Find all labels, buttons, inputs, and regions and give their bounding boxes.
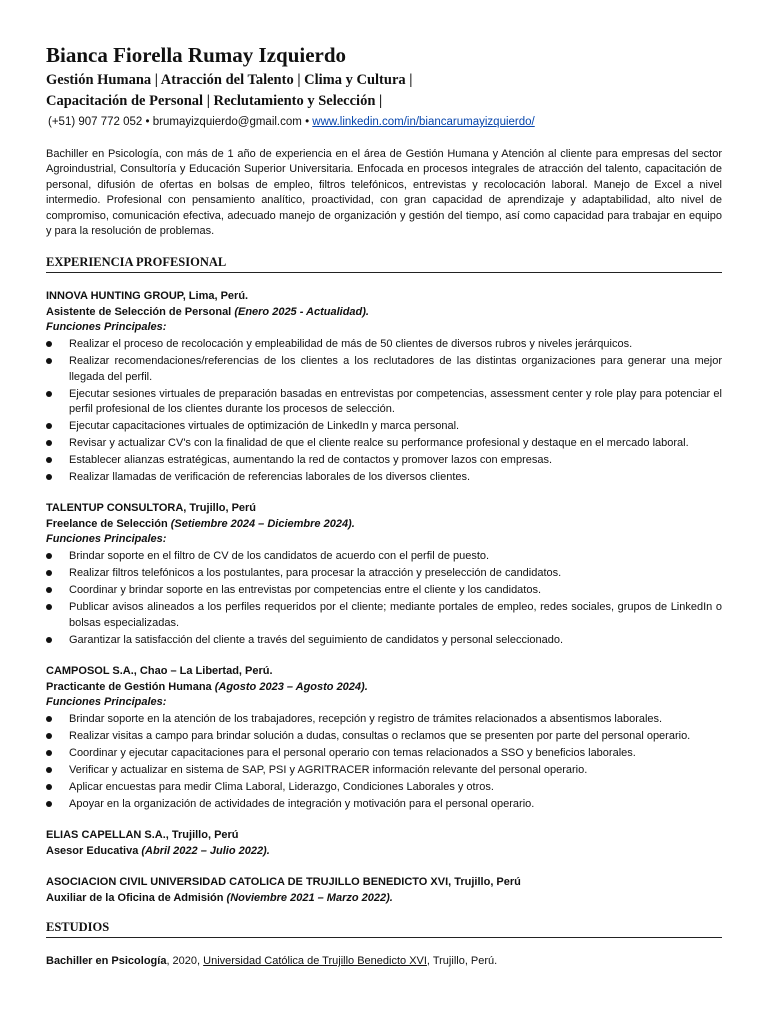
job-entry bbox=[46, 501, 722, 648]
function-text: Verificar y actualizar en sistema de SAP, PSI y AGRITRACER información relevante del personal operario. bbox=[69, 763, 588, 776]
degree: Bachiller en Psicología bbox=[46, 954, 167, 967]
bullet-icon bbox=[46, 457, 52, 463]
separator-dot: • bbox=[305, 116, 310, 128]
job-entry bbox=[46, 875, 722, 906]
contact-line bbox=[46, 113, 722, 131]
bullet-icon bbox=[46, 733, 52, 739]
section-title-education: ESTUDIOS bbox=[46, 920, 722, 938]
bullet-icon bbox=[46, 767, 52, 773]
short-experience-list bbox=[46, 828, 722, 906]
role-title: Freelance de Selección bbox=[46, 517, 168, 530]
email-address[interactable]: brumayizquierdo@gmail.com bbox=[152, 116, 302, 128]
professional-summary: Bachiller en Psicología, con más de 1 año de experiencia en el área de Gestión Humana y Atención al cliente para empresas del sector Agroindustrial, Consultoría y Educación Superior Universitaria. Enfocada en procesos integrales de atracción del talento, capacitación de personal, difusión de ofertas en bolsas de empleo, filtros telefónicos, entrevistas y recolocación laboral. Manejo de Excel a nivel intermedio. Profesional con pensamiento analítico, proactividad, con gran capacidad de aprendizaje y adaptabilidad, alto nivel de compromiso, comunicación efectiva, adecuado manejo de organización y gestión del tiempo, así como capacidad para trabajar en equipo y para la resolución de problemas. bbox=[46, 148, 722, 238]
function-item bbox=[46, 419, 722, 434]
candidate-name: Bianca Fiorella Rumay Izquierdo bbox=[46, 43, 347, 67]
role-title: Asesor Educativa bbox=[46, 844, 139, 857]
bullet-icon bbox=[46, 750, 52, 756]
job-entry bbox=[46, 289, 722, 485]
job-entry bbox=[46, 664, 722, 812]
graduation-year: , 2020, bbox=[166, 954, 204, 967]
function-text: Brindar soporte en la atención de los trabajadores, recepción y registro de trámites relacionados a absentismos laborales. bbox=[69, 712, 663, 725]
function-text: Brindar soporte en el filtro de CV de los candidatos de acuerdo con el perfil de puesto. bbox=[69, 550, 490, 563]
function-item bbox=[46, 436, 722, 451]
functions-label: Funciones Principales: bbox=[46, 695, 167, 708]
function-item bbox=[46, 566, 722, 581]
function-item bbox=[46, 797, 722, 812]
function-text: Garantizar la satisfacción del cliente a través del seguimiento de candidatos y personal seleccionado. bbox=[69, 633, 564, 646]
functions-label: Funciones Principales: bbox=[46, 533, 167, 546]
bullet-icon bbox=[46, 440, 52, 446]
headline-line-1: Gestión Humana | Atracción del Talento | Clima y Cultura | bbox=[46, 72, 413, 88]
education-entry bbox=[46, 954, 722, 969]
role-title: Practicante de Gestión Humana bbox=[46, 680, 212, 693]
linkedin-link[interactable]: www.linkedin.com/in/biancarumayizquierdo/ bbox=[312, 116, 535, 128]
role-title: Auxiliar de la Oficina de Admisión bbox=[46, 891, 224, 904]
job-role bbox=[46, 305, 722, 320]
role-title: Asistente de Selección de Personal bbox=[46, 305, 232, 318]
function-item bbox=[46, 583, 722, 598]
function-item bbox=[46, 337, 722, 352]
function-item bbox=[46, 470, 722, 485]
function-text: Coordinar y brindar soporte en las entrevistas por competencias entre el cliente y los candidatos. bbox=[69, 584, 542, 597]
bullet-icon bbox=[46, 358, 52, 364]
phone-number: (+51) 907 772 052 bbox=[48, 116, 143, 128]
function-text: Publicar avisos alineados a los perfiles requeridos por el cliente; mediante portales de empleo, redes sociales, grupos de LinkedIn o bolsas especializadas. bbox=[69, 601, 722, 629]
bullet-icon bbox=[46, 801, 52, 807]
function-item bbox=[46, 780, 722, 795]
function-text: Realizar visitas a campo para brindar solución a dudas, consultas o reclamos que se presenten por parte del personal operario. bbox=[69, 729, 691, 742]
institution-link[interactable]: Universidad Católica de Trujillo Benedicto XVI bbox=[203, 954, 427, 967]
role-period: (Agosto 2023 – Agosto 2024). bbox=[214, 680, 368, 693]
function-item bbox=[46, 600, 722, 631]
function-item bbox=[46, 763, 722, 778]
function-text: Ejecutar capacitaciones virtuales de optimización de LinkedIn y marca personal. bbox=[69, 420, 460, 433]
job-role bbox=[46, 680, 722, 695]
bullet-icon bbox=[46, 423, 52, 429]
bullet-icon bbox=[46, 587, 52, 593]
education-location: , Trujillo, Perú. bbox=[426, 954, 498, 967]
bullet-icon bbox=[46, 604, 52, 610]
function-text: Realizar el proceso de recolocación y empleabilidad de más de 50 clientes de diversos rubros y niveles jerárquicos. bbox=[69, 338, 633, 351]
bullet-icon bbox=[46, 716, 52, 722]
separator-dot: • bbox=[145, 116, 150, 128]
functions-list bbox=[46, 337, 722, 485]
function-item bbox=[46, 453, 722, 468]
function-item bbox=[46, 746, 722, 761]
function-item bbox=[46, 549, 722, 564]
functions-list bbox=[46, 712, 722, 812]
role-period: (Setiembre 2024 – Diciembre 2024). bbox=[170, 517, 355, 530]
function-item bbox=[46, 729, 722, 744]
function-item bbox=[46, 633, 722, 648]
role-period: (Noviembre 2021 – Marzo 2022). bbox=[226, 891, 393, 904]
experience-list bbox=[46, 289, 722, 812]
bullet-icon bbox=[46, 637, 52, 643]
bullet-icon bbox=[46, 784, 52, 790]
bullet-icon bbox=[46, 391, 52, 397]
resume-page bbox=[46, 42, 722, 969]
job-role bbox=[46, 844, 722, 859]
bullet-icon bbox=[46, 341, 52, 347]
function-text: Ejecutar sesiones virtuales de preparación basadas en entrevistas por competencias, assessment center y role play para potenciar el perfil profesional de los clientes durante los procesos de selección. bbox=[69, 387, 722, 416]
bullet-icon bbox=[46, 570, 52, 576]
function-item bbox=[46, 387, 722, 418]
function-item bbox=[46, 354, 722, 385]
job-role bbox=[46, 891, 722, 906]
functions-list bbox=[46, 549, 722, 648]
function-text: Realizar filtros telefónicos a los postulantes, para procesar la atracción y preselección de candidatos. bbox=[69, 567, 562, 580]
role-period: (Abril 2022 – Julio 2022). bbox=[141, 844, 270, 857]
job-role bbox=[46, 517, 722, 532]
job-entry bbox=[46, 828, 722, 859]
function-text: Apoyar en la organización de actividades de integración y motivación para el personal operario. bbox=[69, 797, 535, 810]
bullet-icon bbox=[46, 553, 52, 559]
role-period: (Enero 2025 - Actualidad). bbox=[234, 305, 369, 318]
company-name: TALENTUP CONSULTORA, Trujillo, Perú bbox=[46, 502, 257, 515]
company-name: CAMPOSOL S.A., Chao – La Libertad, Perú. bbox=[46, 665, 273, 678]
function-text: Coordinar y ejecutar capacitaciones para el personal operario con temas relacionados a SSO y beneficios laborales. bbox=[69, 746, 636, 759]
company-name: INNOVA HUNTING GROUP, Lima, Perú. bbox=[46, 290, 249, 303]
headline-line-2: Capacitación de Personal | Reclutamiento y Selección | bbox=[46, 93, 383, 109]
section-title-experience: EXPERIENCIA PROFESIONAL bbox=[46, 255, 722, 273]
company-name: ELIAS CAPELLAN S.A., Trujillo, Perú bbox=[46, 829, 239, 842]
function-text: Aplicar encuestas para medir Clima Laboral, Liderazgo, Condiciones Laborales y otros. bbox=[69, 780, 494, 793]
function-text: Revisar y actualizar CV's con la finalidad de que el cliente realce su performance profesional y destaque en el mercado laboral. bbox=[69, 437, 689, 450]
company-name: ASOCIACION CIVIL UNIVERSIDAD CATOLICA DE TRUJILLO BENEDICTO XVI, Trujillo, Perú bbox=[46, 876, 521, 889]
function-text: Establecer alianzas estratégicas, aumentando la red de contactos y promover lazos con empresas. bbox=[69, 454, 553, 467]
function-text: Realizar recomendaciones/referencias de los clientes a los reclutadores de las distintas organizaciones para generar una mejor llegada del perfil. bbox=[69, 355, 722, 383]
function-text: Realizar llamadas de verificación de referencias laborales de los diversos clientes. bbox=[69, 471, 471, 484]
functions-label: Funciones Principales: bbox=[46, 321, 167, 334]
bullet-icon bbox=[46, 474, 52, 480]
function-item bbox=[46, 712, 722, 727]
